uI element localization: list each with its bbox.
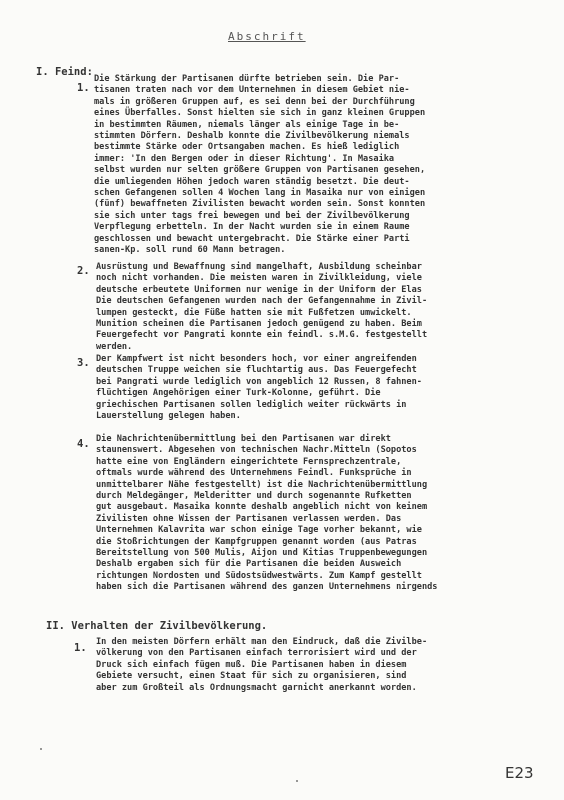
scan-speck (40, 748, 42, 750)
page-mark: E23 (505, 764, 534, 782)
item-number: 1. (77, 82, 90, 94)
item-number: 2. (77, 265, 90, 277)
paragraph-combat-value: Der Kampfwert ist nicht besonders hoch, vor einer angreifenden deutschen Truppe weichen sie fluchtartig aus. Das Feuergefecht bei Pangrati wurde lediglich von angeblich 12 Russen, 8 fahnen- flüchtigen Angehörigen einer Turk-Kolonne, geführt. Die griechischen Partisanen sollen lediglich weiter rückwärts in Lauerstellung gelegen haben. (96, 354, 422, 422)
document-title: Abschrift (228, 30, 306, 43)
paragraph-equipment: Ausrüstung und Bewaffnung sind mangelhaft, Ausbildung scheinbar noch nicht vorhanden. Die meisten waren in Zivilkleidung, viele deutsche erbeutete Uniformen nur wenige in der Uniform der Elas Die deutschen Gefangenen wurden nach der Gefangennahme in Zivil- lumpen gesteckt, die Füße hatten sie mit Fußfetzen umwickelt. Munition scheinen die Partisanen jedoch genügend zu haben. Beim Feuergefecht vor Pangrati konnte ein feindl. s.M.G. festgestellt werden. (96, 262, 428, 352)
scan-speck (296, 780, 298, 782)
paragraph-strength: Die Stärkung der Partisanen dürfte betrieben sein. Die Par- tisanen traten nach vor dem Unternehmen in diesem Gebiet nie- mals in größeren Gruppen auf, es sei denn bei der Durchführung eines Überfalles. Sonst hielten sie sich in ganz kleinen Gruppen in bestimmten Räumen, niemals länger als einige Tage in be- stimmten Dörfern. Deshalb konnte die Zivilbevölkerung niemals bestimmte Stärke oder Ortsangaben machen. Es hieß lediglich immer: 'In den Bergen oder in dieser Richtung'. In Masaika selbst wurden nur selten größere Gruppen von Partisanen gesehen, die umliegenden Höhen jedoch waren ständig besetzt. Die deut- schen Gefangenen sollen 4 Wochen lang in Masaika nur von einigen (fünf) bewaffneten Zivilisten bewacht worden sein. Sonst konnten sie sich unter tags frei bewegen und bei der Zivilbevölkerung Verpflegung erbetteln. In der Nacht wurden sie in einem Raume geschlossen und bewacht untergebracht. Die Stärke einer Parti sanen-Kp. soll rund 60 Mann betragen. (94, 74, 426, 256)
item-number: 1. (74, 642, 87, 654)
paragraph-civilian-behavior: In den meisten Dörfern erhält man den Eindruck, daß die Zivilbe- völkerung von den Partisanen einfach terrorisiert wird und der Druck sich einfach fügen muß. Die Partisanen haben in diesem Gebiete versucht, einen Staat für sich zu organisieren, sind aber zum Großteil als Ordnungsmacht garnicht anerkannt worden. (96, 637, 428, 693)
item-number: 3. (77, 357, 90, 369)
section-heading-civilians: II. Verhalten der Zivilbevölkerung. (46, 620, 268, 632)
section-heading-feind: I. Feind: (36, 66, 93, 78)
paragraph-communications: Die Nachrichtenübermittlung bei den Partisanen war direkt staunenswert. Abgesehen von technischen Nachr.Mitteln (Sopotos hatte eine von Engländern eingerichtete Fernsprechzentrale, oftmals wurde während des Unternehmens Feindl. Funksprüche in unmittelbarer Nähe festgestellt) ist die Nachrichtenübermittlung durch Meldegänger, Melderitter und durch sogenannte Rufketten gut ausgebaut. Masaika konnte deshalb angeblich nicht von keinem Zivilisten ohne Wissen der Partisanen verlassen werden. Das Unternehmen Kalavrita war schon einige Tage vorher bekannt, wie die Stoßrichtungen der Kampfgruppen genannt worden (aus Patras Bereitstellung von 500 Mulis, Aijon und Kitias Truppenbewegungen Deshalb ergaben sich für die Partisanen die beiden Ausweich richtungen Nordosten und Südostsüdwestwärts. Zum Kampf gestellt haben sich die Partisanen während des ganzen Unternehmens nirgends (96, 434, 438, 593)
item-number: 4. (77, 438, 90, 450)
